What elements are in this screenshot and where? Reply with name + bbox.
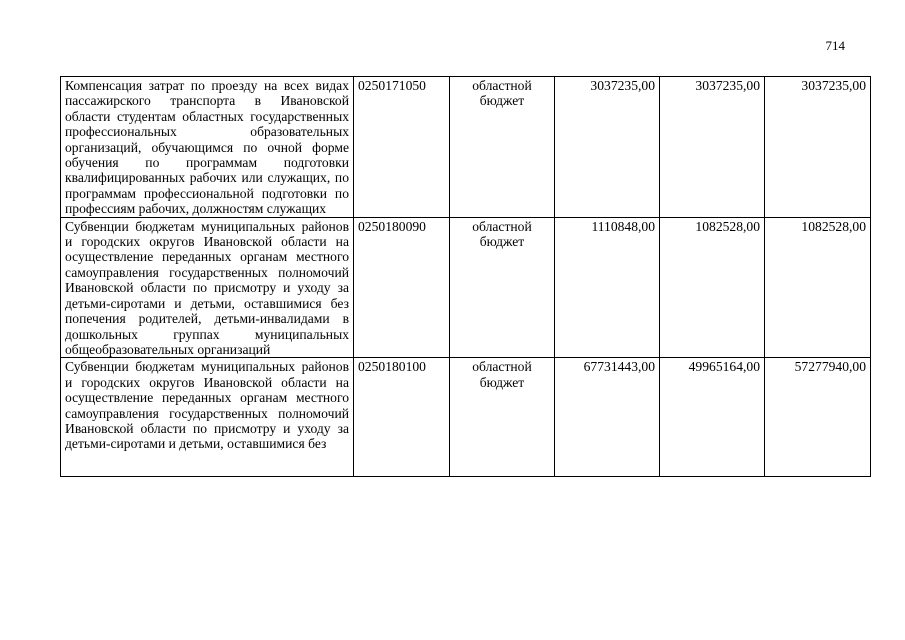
row-target-code: 0250171050 bbox=[354, 77, 450, 218]
table-row bbox=[61, 77, 871, 218]
row-funding-source: областной бюджет bbox=[450, 217, 555, 358]
row-amount-2: 3037235,00 bbox=[660, 77, 765, 218]
row-target-code: 0250180100 bbox=[354, 358, 450, 477]
row-amount-3: 3037235,00 bbox=[765, 77, 871, 218]
row-funding-source: областной бюджет bbox=[450, 77, 555, 218]
page-number: 714 bbox=[825, 38, 845, 53]
row-amount-3: 57277940,00 bbox=[765, 358, 871, 477]
row-amount-3: 1082528,00 bbox=[765, 217, 871, 358]
table-row bbox=[61, 217, 871, 358]
row-description-cell bbox=[61, 358, 354, 477]
row-description: Субвенции бюджетам муниципальных районов и городских округов Ивановской области на осуществление переданных органам местного самоуправления государственных полномочий Ивановской области по присмотру и уходу за детьми-сиротами и детьми, оставшимися без bbox=[65, 359, 349, 452]
row-description: Компенсация затрат по проезду на всех видах пассажирского транспорта в Ивановской области студентам областных государственных профессиональных образовательных организаций, обучающимся по очной форме обучения по программам подготовки квалифицированных рабочих или служащих, по программам профессиональной подготовки по профессиям рабочих, должностям служащих bbox=[61, 77, 354, 218]
row-description: Субвенции бюджетам муниципальных районов и городских округов Ивановской области на осуществление переданных органам местного самоуправления государственных полномочий Ивановской области по присмотру и уходу за детьми-сиротами и детьми, оставшимися без попечения родителей, детьми-инвалидами в дошкольных группах муниципальных общеобразовательных организаций bbox=[61, 217, 354, 358]
row-amount-1: 3037235,00 bbox=[555, 77, 660, 218]
row-amount-2: 1082528,00 bbox=[660, 217, 765, 358]
row-target-code: 0250180090 bbox=[354, 217, 450, 358]
budget-table bbox=[60, 76, 871, 477]
table-row bbox=[61, 358, 871, 477]
row-amount-1: 1110848,00 bbox=[555, 217, 660, 358]
row-amount-1: 67731443,00 bbox=[555, 358, 660, 477]
row-amount-2: 49965164,00 bbox=[660, 358, 765, 477]
row-funding-source: областной бюджет bbox=[450, 358, 555, 477]
